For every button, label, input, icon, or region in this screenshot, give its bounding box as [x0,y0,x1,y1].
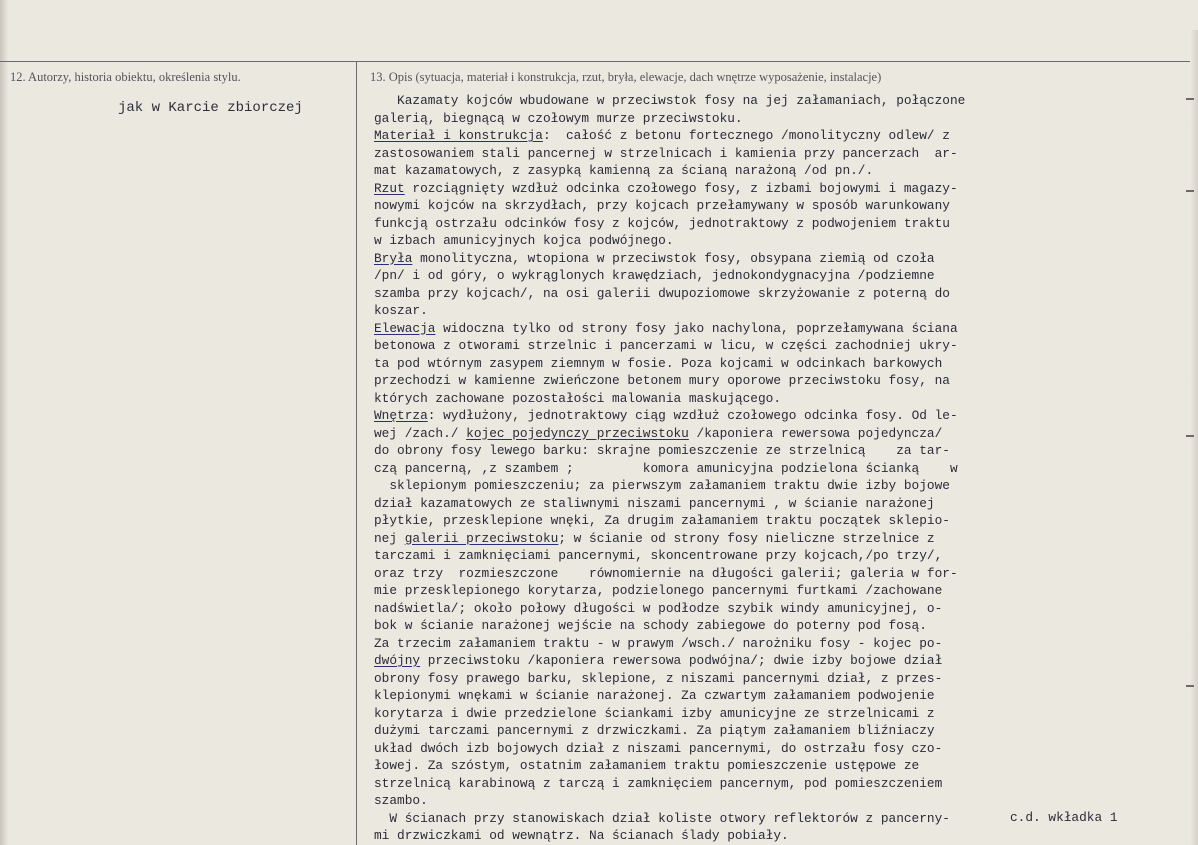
description-line [374,337,1154,355]
line-text: widoczna tylko od strony fosy jako nachylona, poprzełamywana ściana [435,320,958,336]
description-line [374,547,1154,565]
line-text: czą pancerną, ,z szambem ; komora amunicyjna podzielona ścianką w [374,460,958,476]
description-line [374,145,1154,163]
description-line [374,250,1154,268]
authors-history-text: jak w Karcie zbiorczej [118,100,303,116]
description-line [374,232,1154,250]
description-line [374,92,1154,110]
description-line [374,407,1154,425]
form-top-rule [0,61,1198,62]
line-text: ; w ścianie od strony fosy nieliczne strzelnice z [558,530,935,546]
line-text: klepionymi wnękami w ścianie narażonej. Za czwartym załamaniem podwojenie [374,688,935,703]
line-text: płytkie, przesklepione wnęki, Za drugim załamaniem traktu początek sklepio- [374,513,950,528]
line-text: funkcją ostrzału odcinków fosy z kojców, jednotraktowy z podwojeniem traktu [374,215,950,231]
margin-tick [1186,685,1194,687]
description-line [374,460,1154,478]
description-text [374,92,1154,845]
description-line [374,617,1154,635]
line-text: dużymi tarczami pancernymi z drzwiczkami. Za piątym załamaniem bliźniaczy [374,723,935,738]
description-line [374,267,1154,285]
line-text: nadświetla/; około połowy długości w podłodze szybik windy amunicyjnej, o- [374,600,943,616]
description-line [374,827,1154,845]
description-line [374,442,1154,460]
line-text: Za trzecim załamaniem traktu - w prawym /wsch./ narożniku fosy - kojec po- [374,635,943,651]
underlined-heading: Materiał i konstrukcja [374,128,543,143]
underlined-heading: galerii przeciwstoku [404,530,559,546]
underlined-heading: Wnętrza [374,408,428,423]
underlined-heading: Bryła [374,250,413,266]
line-text: przeciwstoku /kaponiera rewersowa podwójna/; dwie izby bojowe dział [420,653,943,668]
line-text: ta pod wtórnym zasypem ziemnym w fosie. Poza kojcami w odcinkach barkowych [374,355,943,371]
line-text: obrony fosy prawego barku, sklepione, z niszami pancernymi dział, z przes- [374,670,943,686]
margin-tick [1186,190,1194,192]
margin-tick [1186,435,1194,437]
line-text: mi drzwiczkami od wewnątrz. Na ścianach ślady pobiały. [374,828,789,843]
line-text: w izbach amunicyjnych kojca podwójnego. [374,233,674,248]
line-text: nowymi kojców na skrzydłach, przy kojcach przełamywany w sposób warunkowany [374,198,950,213]
description-line [374,197,1154,215]
description-line [374,530,1154,548]
line-text: których zachowane pozostałości malowania maskującego. [374,390,782,406]
line-text: : wydłużony, jednotraktowy ciąg wzdłuż czołowego odcinka fosy. Od le- [427,408,958,423]
line-text: /pn/ i od góry, o wykrąglonych krawędziach, jednokondygnacyjna /podziemne [374,268,935,283]
line-text: dział kazamatowych ze staliwnymi niszami pancernymi , w ścianie narażonej [374,495,935,511]
line-text: układ dwóch izb bojowych dział z niszami pancernymi, do ostrzału fosy czo- [374,740,943,756]
description-line [374,705,1154,723]
description-line [374,355,1154,373]
line-text: W ścianach przy stanowiskach dział koliste otwory reflektorów z pancerny- [374,810,950,826]
underlined-heading: Rzut [374,180,405,196]
description-line [374,162,1154,180]
line-text: zastosowaniem stali pancernej w strzelnicach i kamienia przy pancerzach ar- [374,145,958,161]
description-line [374,215,1154,233]
line-text: betonowa z otworami strzelnic i pancerzami w licu, w części zachodniej ukry- [374,338,958,353]
description-line [374,372,1154,390]
margin-tick [1186,98,1194,100]
line-text: szambo. [374,793,428,808]
line-text: nej [374,530,405,546]
underlined-heading: Elewacja [374,320,436,336]
line-text: : całość z betonu fortecznego /monolityczny odlew/ z [542,128,950,143]
line-text: bok w ścianie narażonej wejście na schody zabiegowe do poterny pod fosą. [374,618,927,633]
line-text: rozciągnięty wzdłuż odcinka czołowego fosy, z izbami bojowymi i magazy- [404,180,958,196]
description-line [374,285,1154,303]
description-line [374,757,1154,775]
line-text: mie przesklepionego korytarza, podzielonego pancernymi furtkami /zachowane [374,583,943,598]
description-line [374,302,1154,320]
description-line [374,110,1154,128]
description-line [374,512,1154,530]
description-line [374,565,1154,583]
line-text: wej /zach./ [374,425,467,441]
line-text: galerią, biegnącą w czołowym murze przeciwstoku. [374,110,743,126]
underlined-heading: dwójny [374,653,421,668]
line-text: strzelnicą karabinową z tarczą i zamknięciem pancernym, pod pomieszczeniem [374,775,943,791]
line-text: szamba przy kojcach/, na osi galerii dwupoziomowe skrzyżowanie z poterną do [374,285,950,301]
description-line [374,740,1154,758]
underlined-heading: kojec pojedynczy przeciwstoku [466,425,689,441]
line-text: koszar. [374,303,428,318]
page-left-edge [0,0,8,845]
description-line [374,687,1154,705]
section-13-header: 13. Opis (sytuacja, materiał i konstrukcja, rzut, bryła, elewacje, dach wnętrze wyposażenie, instalacje) [370,70,882,84]
line-text: Kazamaty kojców wbudowane w przeciwstok fosy na jej załamaniach, połączone [374,93,966,108]
description-line [374,670,1154,688]
continuation-note: c.d. wkładka 1 [1010,810,1118,825]
description-line [374,652,1154,670]
line-text: korytarza i dwie przedzielone ściankami izby amunicyjne ze strzelnicami z [374,705,935,721]
line-text: mat kazamatowych, z zasypką kamienną za ścianą narażoną /od pn./. [374,163,874,178]
description-line [374,600,1154,618]
description-line [374,390,1154,408]
description-line [374,320,1154,338]
description-line [374,477,1154,495]
line-text: łowej. Za szóstym, ostatnim załamaniem traktu pomieszczenie ustępowe ze [374,758,920,773]
column-divider [356,62,357,845]
line-text: tarczami i zamknięciami pancernymi, skoncentrowane przy kojcach,/po trzy/, [374,548,943,563]
description-line [374,425,1154,443]
line-text: sklepionym pomieszczeniu; za pierwszym załamaniem traktu dwie izby bojowe [374,478,950,493]
page-right-edge [1190,30,1198,845]
line-text: monolityczna, wtopiona w przeciwstok fosy, obsypana ziemią od czoła [412,250,935,266]
description-line [374,582,1154,600]
line-text: oraz trzy rozmieszczone równomiernie na długości galerii; galeria w for- [374,565,958,581]
description-line [374,127,1154,145]
description-line [374,635,1154,653]
line-text: do obrony fosy lewego barku: skrajne pomieszczenie ze strzelnicą za tar- [374,443,950,458]
description-line [374,180,1154,198]
description-line [374,722,1154,740]
line-text: /kaponiera rewersowa pojedyncza/ [688,425,943,441]
section-12-header: 12. Autorzy, historia obiektu, określenia stylu. [10,70,241,84]
description-line [374,495,1154,513]
line-text: przechodzi w kamienne zwieńczone betonem mury oporowe przeciwstoku fosy, na [374,373,950,388]
description-line [374,775,1154,793]
description-line [374,792,1154,810]
